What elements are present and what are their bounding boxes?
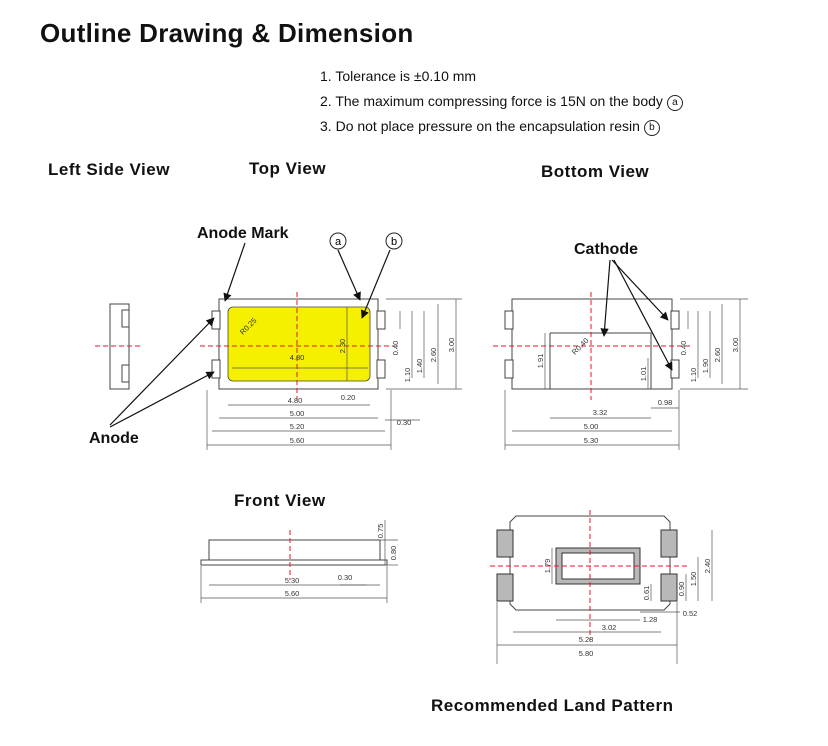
svg-text:0.90: 0.90 — [677, 581, 686, 597]
svg-text:5.60: 5.60 — [284, 589, 300, 598]
svg-text:0.80: 0.80 — [389, 545, 398, 561]
svg-text:0.20: 0.20 — [340, 393, 356, 402]
mark-b-symbol: b — [644, 120, 660, 136]
svg-text:R0.40: R0.40 — [569, 335, 591, 357]
anode-callout: Anode — [89, 430, 139, 447]
svg-text:5.30: 5.30 — [583, 436, 599, 445]
left-side-view — [95, 304, 140, 389]
svg-text:0.40: 0.40 — [391, 340, 400, 356]
mark-a-symbol: a — [667, 95, 683, 111]
svg-text:1.28: 1.28 — [642, 615, 658, 624]
svg-text:4.80: 4.80 — [287, 396, 303, 405]
svg-text:1.01: 1.01 — [639, 366, 648, 382]
svg-text:3.00: 3.00 — [447, 337, 456, 353]
left-side-view-label: Left Side View — [48, 160, 170, 179]
svg-text:0.98: 0.98 — [657, 398, 673, 407]
front-view-label: Front View — [234, 491, 326, 510]
svg-text:5.00: 5.00 — [289, 409, 305, 418]
svg-text:0.40: 0.40 — [679, 340, 688, 356]
svg-text:5.30: 5.30 — [284, 576, 300, 585]
top-view-label: Top View — [249, 159, 327, 178]
svg-text:1.79: 1.79 — [543, 558, 552, 574]
svg-text:1.91: 1.91 — [536, 353, 545, 369]
svg-text:5.28: 5.28 — [578, 635, 594, 644]
svg-text:1.90: 1.90 — [701, 358, 710, 374]
mark-b-label: b — [390, 236, 398, 248]
svg-text:4.80: 4.80 — [289, 353, 305, 362]
land-pattern-label: Recommended Land Pattern — [431, 696, 674, 715]
svg-text:3.00: 3.00 — [731, 337, 740, 353]
svg-text:1.40: 1.40 — [415, 358, 424, 374]
svg-text:1.10: 1.10 — [403, 367, 412, 383]
svg-text:1.10: 1.10 — [689, 367, 698, 383]
svg-text:0.52: 0.52 — [682, 609, 698, 618]
svg-text:0.75: 0.75 — [376, 523, 385, 539]
svg-text:2.60: 2.60 — [429, 347, 438, 363]
svg-text:2.60: 2.60 — [713, 347, 722, 363]
top-view — [110, 233, 462, 450]
front-view — [201, 520, 398, 603]
bottom-view-label: Bottom View — [541, 162, 650, 181]
svg-text:5.60: 5.60 — [289, 436, 305, 445]
svg-text:2.40: 2.40 — [703, 558, 712, 574]
svg-text:0.30: 0.30 — [396, 418, 412, 427]
note-item: 1. Tolerance is ±0.10 mm — [320, 68, 477, 84]
svg-text:0.61: 0.61 — [642, 585, 651, 601]
cathode-callout: Cathode — [574, 241, 638, 258]
bottom-view — [493, 260, 748, 450]
svg-text:R0.25: R0.25 — [237, 315, 259, 337]
svg-text:3.02: 3.02 — [601, 623, 617, 632]
anode-mark-callout: Anode Mark — [197, 225, 289, 242]
svg-text:5.20: 5.20 — [289, 422, 305, 431]
note-item: 2. The maximum compressing force is 15N on the body a — [320, 89, 683, 114]
note-item: 3. Do not place pressure on the encapsulation resin b — [320, 114, 683, 139]
mark-a-label: a — [334, 236, 342, 248]
land-pattern — [490, 510, 712, 664]
svg-text:3.32: 3.32 — [592, 408, 608, 417]
svg-text:0.30: 0.30 — [337, 573, 353, 582]
svg-text:2.30: 2.30 — [338, 338, 347, 354]
svg-text:5.80: 5.80 — [578, 649, 594, 658]
page-title: Outline Drawing & Dimension — [40, 18, 414, 48]
svg-text:1.50: 1.50 — [689, 571, 698, 587]
svg-text:5.00: 5.00 — [583, 422, 599, 431]
